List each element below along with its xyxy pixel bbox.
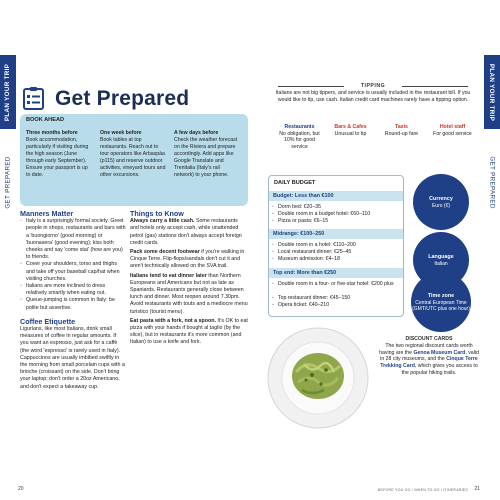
list-item: ◦ Museum admission: €4–18 <box>278 256 400 263</box>
things-para-1: Always carry a little cash. Some restaurants and hotels only accept cash, while unattended petrol (gas) stations don't always accept foreign credit cards. <box>130 218 242 246</box>
divider <box>278 86 344 87</box>
list-item: ◦ Dorm bed: €20–35 <box>278 204 400 211</box>
page-title-block <box>22 86 189 111</box>
discount-text: The two regional discount cards worth having are the Genoa Museum Card, valid in 28 city museums, and the Cinque Terre Trekking Card, which gives you access to the popular hiking trails. <box>379 342 479 376</box>
list-item: ◦ Italians are more inclined to dress relatively smartly when eating out. <box>20 283 126 297</box>
tipping-items <box>276 124 476 150</box>
things-heading: Things to Know <box>130 209 184 218</box>
right-edge-strip <box>484 55 500 492</box>
daily-budget-box <box>268 175 404 317</box>
list-item: ◦ Italy is a surprisingly formal society. Greet people in shops, restaurants and bars with a 'buongiorno' (good morning) or 'buonasera' (good evening); kiss both cheeks and say 'come stai' (how are you) to friends. <box>20 218 126 261</box>
left-section-tab[interactable]: PLAN YOUR TRIP <box>0 55 16 129</box>
manners-heading: Manners Matter <box>20 209 74 218</box>
book-ahead-col-2: One week before Book tables at top restaurants. Reach out to tour operators like Arbaspàa (p115) and reserve outdoor activities, vineyard tours and other excursions. <box>100 130 166 178</box>
list-item: ◦ Queue-jumping is common in Italy: be polite but assertive. <box>20 297 126 311</box>
right-section-tab[interactable]: PLAN YOUR TRIP <box>484 55 500 129</box>
tip-restaurants: Restaurants No obligation, but 10% for good service <box>279 124 320 150</box>
list-item: ◦ Double room in a four- or five-star hotel: €200 plus <box>278 281 400 288</box>
things-para-2: Pack some decent footwear if you're walking in Cinque Terre. Flip-flops/sandals don't cut it and aren't technically allowed on the SVA trail. <box>130 249 245 270</box>
checklist-icon <box>22 86 47 111</box>
list-item: ◦ Double room in a hotel: €110–200 <box>278 242 400 249</box>
list-item: ◦ Cover your shoulders, torso and thighs and take off your baseball cap/hat when visiting churches. <box>20 261 126 283</box>
list-item: ◦ Pizza or pasta: €6–15 <box>278 218 400 225</box>
fact-time-zone: Time zone Central European Time (GMT/UTC plus one hour) <box>411 272 471 332</box>
list-item: ◦ Opera ticket: €40–210 <box>278 302 400 309</box>
tip-hotel-staff: Hotel staff For good service <box>433 124 472 137</box>
page-title: Get Prepared <box>55 86 190 110</box>
budget-heading: DAILY BUDGET <box>274 180 316 186</box>
divider <box>402 86 468 87</box>
list-item: ◦ Local restaurant dinner: €25–45 <box>278 249 400 256</box>
list-item: ◦ Double room in a budget hotel: €60–110 <box>278 211 400 218</box>
page-number-left: 20 <box>18 486 24 492</box>
middle-column <box>130 210 248 349</box>
budget-band-top: Top end: More than €250 <box>269 268 403 278</box>
fact-currency: Currency Euro (€) <box>413 174 469 230</box>
left-column <box>20 210 126 393</box>
book-ahead-heading: BOOK AHEAD <box>26 117 65 123</box>
discount-heading: DISCOUNT CARDS <box>405 336 453 342</box>
coffee-text: Ligurians, like most Italians, drink small measures of coffee in regular amounts. If you want an espresso, just ask for a caffè (the word 'espresso' is rarely used in Italy). Cappuccinos are usually imbibed swiftly in the morning from small porcelain cups with a brioche (croissant) on the side. Don't bring your laptop; don't order a 20oz Americano, and don't expect a takeaway cup. <box>20 326 125 390</box>
list-item: ◦ Top restaurant dinner: €45–150 <box>278 295 400 302</box>
left-subsection-label: GET PREPARED <box>4 155 12 209</box>
left-edge-strip <box>0 55 16 492</box>
book-ahead-col-1: Three months before Book accommodation, particularly if visiting during the high season (June through early September). Ensure your passport is up to date. <box>26 130 89 178</box>
things-para-3: Italians tend to eat dinner later than Northern Europeans and Americans but not as late as Spaniards. Restaurants generally close between lunch and dinner. Most reopen around 7.30pm. Avoid restaurants with touts and a mediocre menu turistico (tourist menu). <box>130 272 248 315</box>
tipping-text: Italians are not big tippers, and service is usually included in the restaurant bill. If you would like to tip, use cash. Italian credit card machines rarely have a tipping option. <box>275 89 471 103</box>
fact-language: Language Italian <box>413 232 469 288</box>
manners-list <box>20 218 126 312</box>
tipping-section <box>270 83 476 103</box>
footer-running-head: BEFORE YOU GO / WHEN TO GO / ITINERARIES <box>377 488 468 492</box>
budget-band-mid: Midrange: €100–250 <box>269 229 403 239</box>
budget-band-low: Budget: Less than €100 <box>269 191 403 201</box>
page-number-right: 21 <box>474 486 480 492</box>
genoa-museum-card-link[interactable]: Genoa Museum Card <box>413 349 466 356</box>
quick-facts <box>408 174 474 324</box>
book-ahead-col-3: A few days before Check the weather forecast on the Riviera and prepare accordingly. Add apps like Google Translate and Trenitalia (Italy's rail network) to your phone. <box>174 130 238 178</box>
things-para-4: Eat pasta with a fork, not a spoon. It's OK to eat pizza with your hands if bought al taglio (by the slice), but in restaurants it's more common (and Italian) to use a knife and fork. <box>130 317 248 346</box>
tip-taxis: Taxis Round-up fare <box>384 124 419 137</box>
discount-cards-section <box>378 336 480 377</box>
pasta-plate-image <box>266 320 370 432</box>
right-subsection-label: GET PREPARED <box>488 155 496 209</box>
tipping-heading: TIPPING <box>360 83 386 89</box>
book-ahead-box <box>20 114 248 206</box>
coffee-heading: Coffee Etiquette <box>20 316 76 326</box>
cinque-terre-card-link[interactable]: Cinque Terre Trekking Card <box>380 356 478 370</box>
tip-bars-cafes: Bars & Cafes Unusual to tip <box>334 124 367 137</box>
